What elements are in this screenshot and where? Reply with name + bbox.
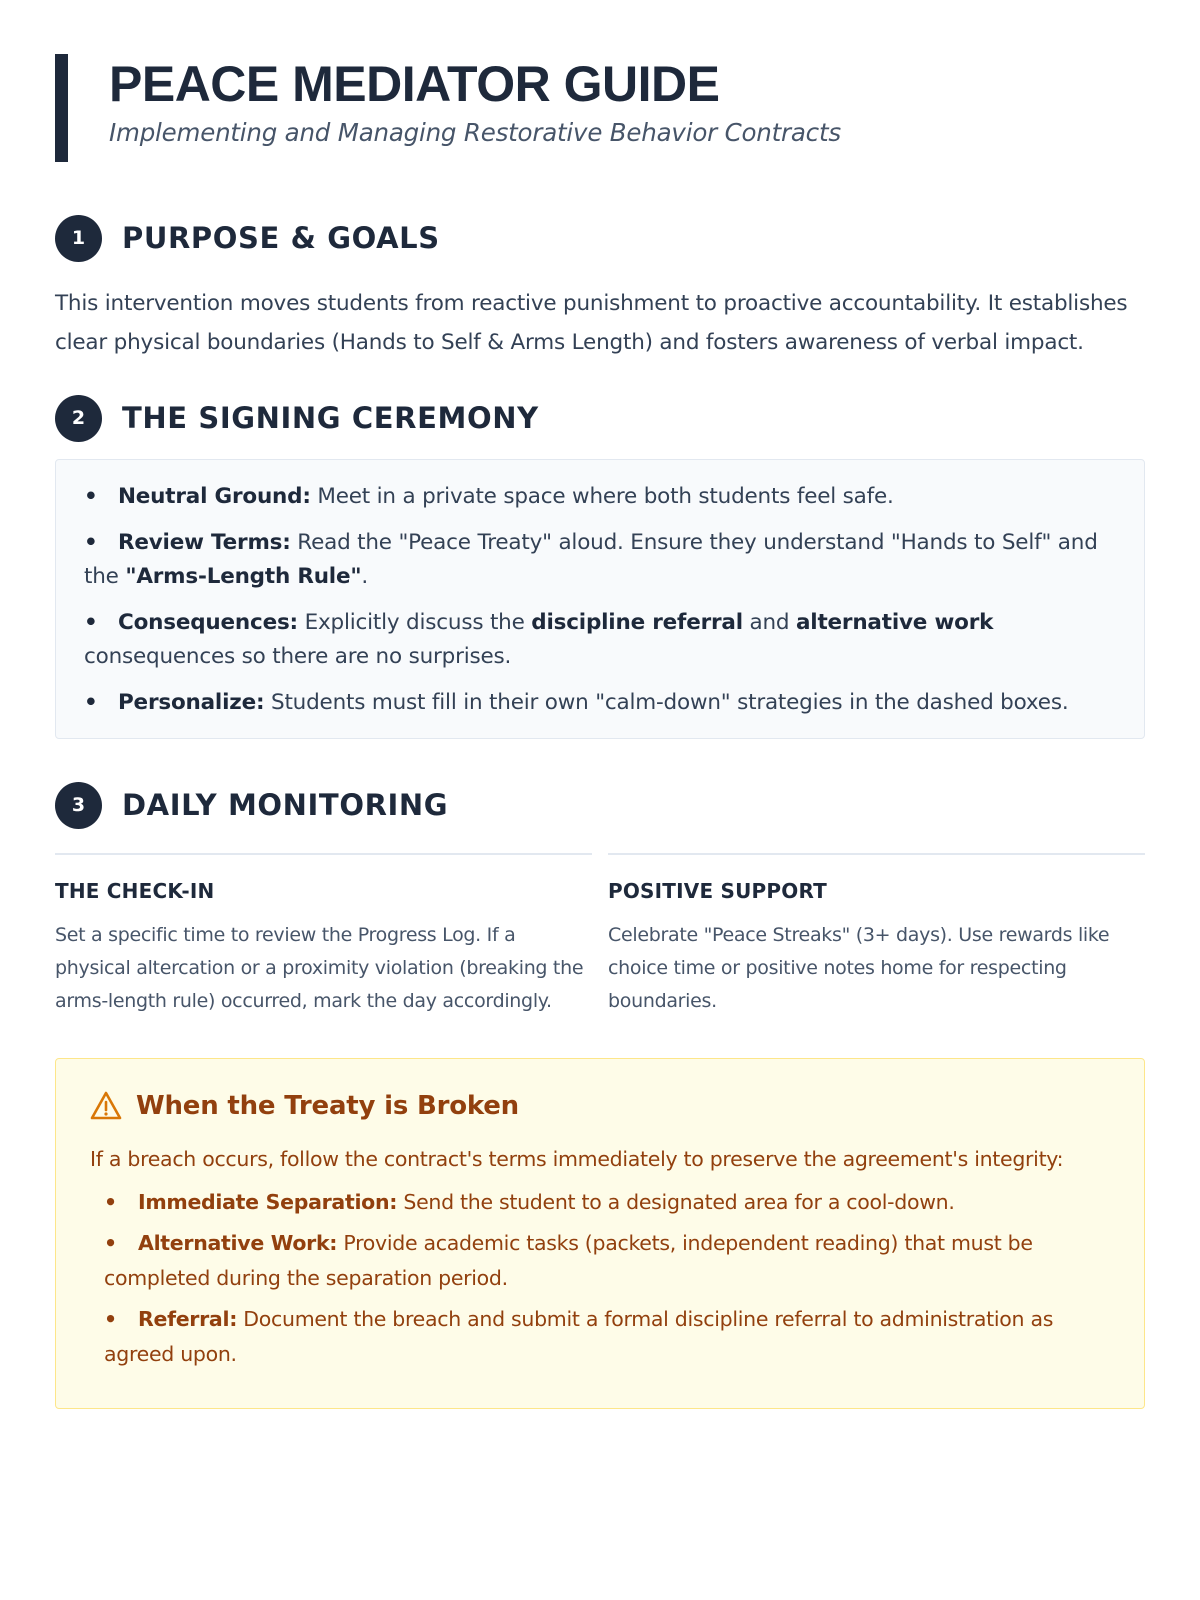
list-item — [104, 1226, 1110, 1296]
positive-support-text: Celebrate "Peace Streaks" (3+ days). Use rewards like choice time or positive notes home for respecting boundaries. — [608, 924, 1110, 1012]
checkin-text: Set a specific time to review the Progress Log. If a physical altercation or a proximity violation (breaking the arms-length rule) occurred, mark the day accordingly. — [55, 924, 584, 1012]
page-subtitle: Implementing and Managing Restorative Behavior Contracts — [109, 118, 841, 147]
section-title: THE SIGNING CEREMONY — [122, 401, 539, 435]
section-signing-ceremony — [55, 394, 1145, 739]
positive-support-column — [608, 853, 1145, 1018]
item-label: Consequences: — [118, 610, 298, 635]
bullet-icon: • — [104, 1307, 117, 1331]
header-accent-bar — [55, 54, 68, 162]
ceremony-steps-panel — [55, 459, 1145, 739]
page-title: PEACE MEDIATOR GUIDE — [109, 56, 720, 112]
list-item — [84, 526, 1116, 594]
item-label: Review Terms: — [118, 530, 291, 555]
item-text: Read the "Peace Treaty" aloud. Ensure they understand "Hands to Self" and the — [84, 530, 1098, 589]
item-text: consequences so there are no surprises. — [84, 644, 512, 669]
list-item — [104, 1302, 1110, 1372]
section-title: PURPOSE & GOALS — [122, 221, 440, 255]
section-heading — [55, 214, 1145, 262]
bullet-icon: • — [104, 1231, 117, 1255]
bullet-icon: • — [84, 484, 98, 509]
callout-intro: If a breach occurs, follow the contract's terms immediately to preserve the agreement's integrity: — [90, 1147, 1064, 1171]
section-number-badge: 2 — [55, 395, 102, 442]
section-number-badge: 3 — [55, 782, 102, 829]
callout-list — [90, 1185, 1110, 1372]
list-item — [84, 480, 1116, 514]
item-text: Explicitly discuss the — [297, 610, 532, 635]
callout-title: When the Treaty is Broken — [136, 1091, 519, 1121]
ceremony-list — [84, 480, 1116, 720]
bullet-icon: • — [84, 610, 98, 635]
item-emphasis: "Arms-Length Rule" — [125, 564, 362, 589]
item-label: Immediate Separation: — [138, 1190, 398, 1214]
warning-triangle-icon — [90, 1091, 122, 1121]
item-text: Send the student to a designated area for a cool-down. — [397, 1190, 955, 1214]
section-daily-monitoring — [55, 781, 1145, 1018]
item-text: Provide academic tasks (packets, independent reading) that must be completed during the separation period. — [104, 1231, 1033, 1290]
item-text: and — [742, 610, 796, 635]
section-title: DAILY MONITORING — [122, 788, 449, 822]
item-label: Referral: — [138, 1307, 238, 1331]
purpose-paragraph: This intervention moves students from reactive punishment to proactive accountability. It establishes clear physical boundaries (Hands to Self & Arms Length) and fosters awareness of verbal impact. — [55, 291, 1128, 355]
document-header — [55, 54, 1145, 162]
section-number-badge: 1 — [55, 215, 102, 262]
monitoring-columns — [55, 853, 1145, 1018]
checkin-title: THE CHECK-IN — [55, 879, 215, 903]
item-text: Document the breach and submit a formal discipline referral to administration as agreed upon. — [104, 1307, 1054, 1366]
item-label: Neutral Ground: — [118, 484, 311, 509]
positive-support-title: POSITIVE SUPPORT — [608, 879, 828, 903]
item-text: . — [361, 564, 368, 589]
item-emphasis: alternative work — [795, 610, 994, 635]
item-text: Students must fill in their own "calm-down" strategies in the dashed boxes. — [264, 690, 1069, 715]
list-item — [104, 1185, 1110, 1220]
section-purpose — [55, 214, 1145, 362]
item-emphasis: discipline referral — [531, 610, 743, 635]
bullet-icon: • — [84, 530, 98, 555]
callout-heading — [90, 1091, 1110, 1121]
item-label: Personalize: — [118, 690, 265, 715]
checkin-column — [55, 853, 592, 1018]
list-item — [84, 686, 1116, 720]
treaty-broken-callout — [55, 1058, 1145, 1409]
section-heading — [55, 781, 1145, 829]
list-item — [84, 606, 1116, 674]
bullet-icon: • — [84, 690, 98, 715]
section-heading — [55, 394, 1145, 442]
item-text: Meet in a private space where both students feel safe. — [310, 484, 894, 509]
bullet-icon: • — [104, 1190, 117, 1214]
item-label: Alternative Work: — [138, 1231, 338, 1255]
